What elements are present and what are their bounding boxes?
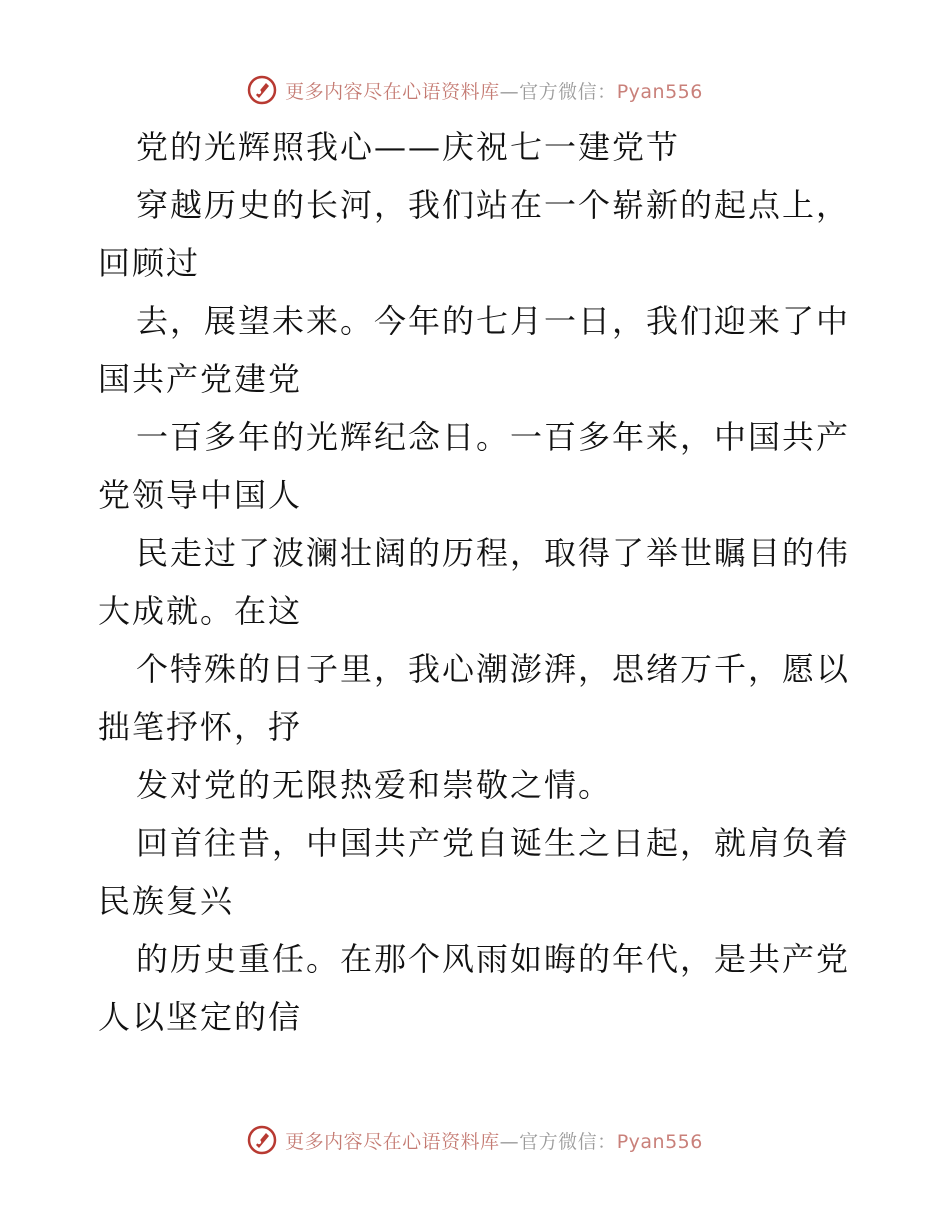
text-line: 的历史重任。在那个风雨如晦的年代，是共产党 [136,940,851,978]
footer-separator: — [499,1130,520,1153]
text-line: 民走过了波澜壮阔的历程，取得了举世瞩目的伟 [136,534,851,572]
document-body [98,118,858,1046]
header-wechat-handle: Pyan556 [616,80,703,103]
footer-official-label: 官方微信： [519,1130,617,1153]
footer-banner [0,1120,950,1160]
text-line: 去，展望未来。今年的七月一日，我们迎来了中 [136,302,851,340]
footer-banner-text [285,1127,703,1154]
document-title: 党的光辉照我心——庆祝七一建党节 [136,128,681,166]
text-line: 回顾过 [98,244,201,282]
header-promo-text: 更多内容尽在心语资料库 [285,80,500,103]
footer-promo-text: 更多内容尽在心语资料库 [285,1130,500,1153]
brand-logo-icon [247,75,277,105]
text-line: 国共产党建党 [98,360,303,398]
text-line: 党领导中国人 [98,476,303,514]
header-official-label: 官方微信： [519,80,617,103]
text-line: 一百多年的光辉纪念日。一百多年来，中国共产 [136,418,851,456]
text-line: 发对党的无限热爱和崇敬之情。 [136,766,613,804]
brand-logo-icon [247,1125,277,1155]
text-line: 拙笔抒怀，抒 [98,708,303,746]
text-line: 回首往昔，中国共产党自诞生之日起，就肩负着 [136,824,851,862]
header-separator: — [499,80,520,103]
header-banner-text [285,77,703,104]
text-line: 大成就。在这 [98,592,303,630]
text-line: 穿越历史的长河，我们站在一个崭新的起点上， [136,186,851,224]
text-line: 民族复兴 [98,882,235,920]
footer-wechat-handle: Pyan556 [616,1130,703,1153]
text-line: 人以坚定的信 [98,998,303,1036]
text-line: 个特殊的日子里，我心潮澎湃，思绪万千，愿以 [136,650,851,688]
header-banner [0,70,950,110]
